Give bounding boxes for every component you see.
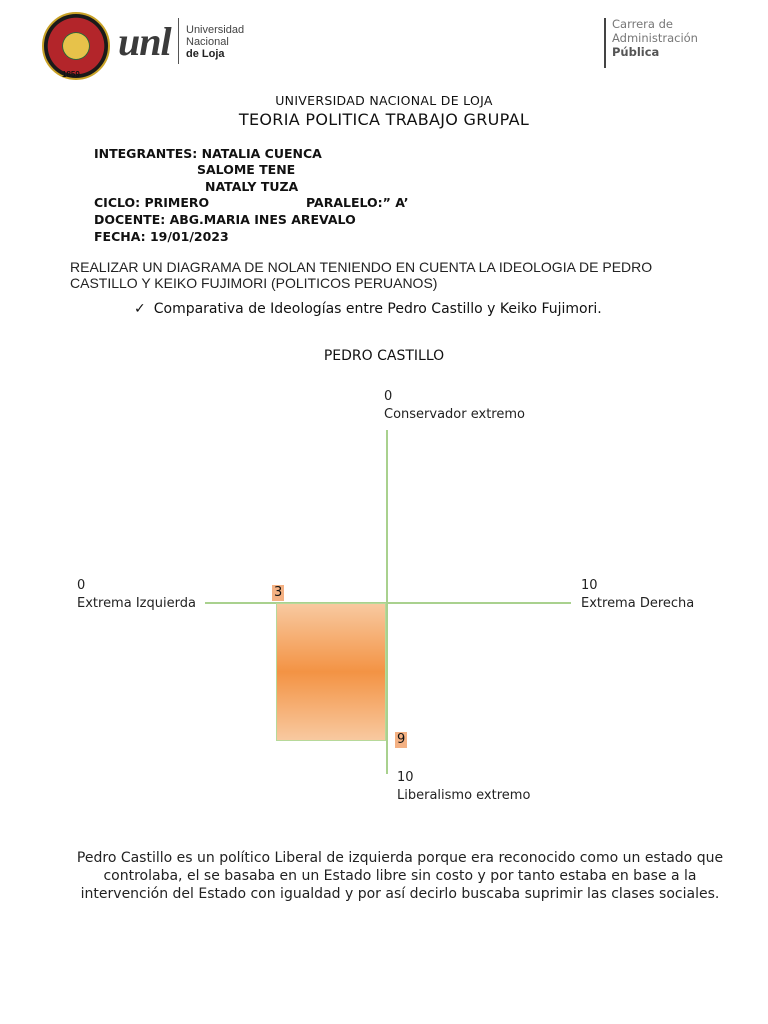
- university-line-3: de Loja: [186, 48, 225, 60]
- university-name: [186, 24, 244, 60]
- left-axis-label: [77, 577, 196, 613]
- diagram-title: PEDRO CASTILLO: [323, 348, 445, 364]
- seal-year: 1859: [62, 70, 80, 79]
- horizontal-axis: [205, 602, 571, 604]
- paralelo-line: PARALELO:” A’: [306, 195, 409, 210]
- logo-divider: [178, 18, 179, 64]
- bottom-axis-value: 10: [397, 770, 414, 785]
- fecha-line: FECHA: 19/01/2023: [94, 229, 229, 244]
- university-title: UNIVERSIDAD NACIONAL DE LOJA: [275, 93, 493, 108]
- top-axis-label: [384, 388, 525, 424]
- explanation-paragraph: Pedro Castillo es un político Liberal de izquierda porque era reconocido como un estado que controlaba, el se basaba en un Estado libre sin costo y por tanto estaba en base a la intervención del Estado con igualdad y por así decirlo buscaba suprimir las clases sociales.: [76, 850, 724, 902]
- ideology-area: [276, 603, 386, 741]
- right-axis-text: Extrema Derecha: [581, 596, 695, 611]
- career-line-3: Pública: [612, 45, 660, 59]
- bottom-axis-text: Liberalismo extremo: [397, 788, 531, 803]
- member-3: NATALY TUZA: [205, 179, 299, 194]
- docente-line: DOCENTE: ABG.MARIA INES AREVALO: [94, 212, 356, 227]
- career-line-2: Administración: [612, 31, 698, 45]
- right-axis-label: [581, 577, 694, 613]
- marker-y: 9: [397, 732, 406, 747]
- career-divider: [604, 18, 606, 68]
- checkmark-icon: ✓: [134, 301, 146, 317]
- career-line-1: Carrera de: [612, 17, 673, 31]
- bottom-axis-label: [397, 769, 530, 805]
- work-title: TEORIA POLITICA TRABAJO GRUPAL: [238, 110, 530, 129]
- marker-x: 3: [274, 585, 283, 600]
- university-line-1: Universidad: [186, 24, 245, 36]
- right-axis-value: 10: [581, 578, 598, 593]
- top-axis-text: Conservador extremo: [384, 407, 525, 422]
- unl-logo: unl: [118, 19, 171, 64]
- university-line-2: Nacional: [186, 36, 229, 48]
- seal-emblem: [63, 33, 89, 59]
- task-text: REALIZAR UN DIAGRAMA DE NOLAN TENIENDO EN CUENTA LA IDEOLOGIA DE PEDRO CASTILLO Y KEIKO FUJIMORI (POLITICOS PERUANOS): [70, 259, 653, 291]
- career-name: [612, 17, 698, 59]
- bullet-text: Comparativa de Ideologías entre Pedro Castillo y Keiko Fujimori.: [153, 301, 602, 317]
- left-axis-text: Extrema Izquierda: [77, 596, 196, 611]
- top-axis-value: 0: [384, 389, 393, 404]
- member-2: SALOME TENE: [197, 162, 296, 177]
- left-axis-value: 0: [77, 578, 86, 593]
- bullet-item: [134, 301, 602, 317]
- integrantes-line: INTEGRANTES: NATALIA CUENCA: [94, 146, 322, 161]
- ciclo-line: CICLO: PRIMERO: [94, 195, 210, 210]
